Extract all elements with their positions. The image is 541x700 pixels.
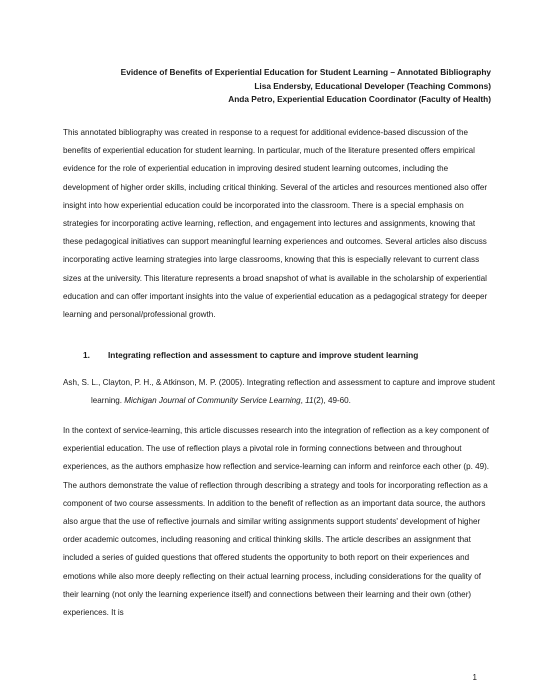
citation-entry: Ash, S. L., Clayton, P. H., & Atkinson, M. P. (2005). Integrating reflection and assessment to capture and improve student learning. Michigan Journal of Community Service Learning, 11(2), 49-60. (63, 378, 496, 406)
document-title: Evidence of Benefits of Experiential Education for Student Learning – Annotated Bibliography (120, 67, 491, 77)
citation-pages: (2), 49-60. (313, 396, 351, 406)
section-title: Integrating reflection and assessment to capture and improve student learning (108, 350, 419, 360)
document-header (121, 66, 491, 107)
author-line-1: Lisa Endersby, Educational Developer (Teaching Commons) (254, 80, 491, 91)
section-heading-1 (83, 350, 418, 360)
citation-authors-title: Ash, S. L., Clayton, P. H., & Atkinson, M. P. (2005). Integrating reflection and assessment to capture and improve student learning. (63, 378, 496, 406)
citation-volume: 11 (305, 396, 314, 406)
author-line-2: Anda Petro, Experiential Education Coordinator (Faculty of Health) (228, 94, 491, 105)
page-number: 1 (472, 673, 477, 682)
citation-journal: Michigan Journal of Community Service Learning (124, 396, 301, 406)
annotation-paragraph: In the context of service-learning, this article discusses research into the integration of reflection as a key component of experiential education. The use of reflection plays a pivotal role in forming connections between and throughout experiences, as the authors emphasize how reflection and service-learning can inform and reinforce each other (p. 49). The authors demonstrate the value of reflection through describing a strategy and tools for incorporating reflection as a component of two course assessments. In addition to the benefit of reflection as an important data source, the authors also argue that the use of reflective journals and similar writing assignments support students' development of higher order academic outcomes, including reasoning and critical thinking skills. The article describes an assignment that included a series of guided questions that offered students the opportunity to both report on their experiences and emotions while also more deeply reflecting on their actual learning process, including considerations for the quality of their learning (not only the learning experience itself) and connections between their learning and their own (other) experiences. It is (63, 426, 490, 618)
section-number: 1. (83, 350, 90, 360)
intro-paragraph: This annotated bibliography was created in response to a request for additional evidence-based discussion of the benefits of experiential education for student learning. In particular, much of the literature presented offers empirical evidence for the role of experiential education in improving desired student learning outcomes, including the development of higher order skills, including critical thinking. Several of the articles and resources mentioned also offer insight into how experiential education could be incorporated into the classroom. There is a special emphasis on strategies for incorporating active learning, reflection, and engagement into lectures and assignments, knowing that these pedagogical initiatives can support meaningful learning experiences and outcomes. Several articles also discuss incorporating active learning strategies into large classrooms, knowing that this is especially relevant to current class sizes at the university. This literature represents a broad snapshot of what is available in the scholarship of experiential education and can offer important insights into the value of experiential education as a pedagogical strategy for deeper learning and personal/professional growth. (63, 128, 488, 320)
